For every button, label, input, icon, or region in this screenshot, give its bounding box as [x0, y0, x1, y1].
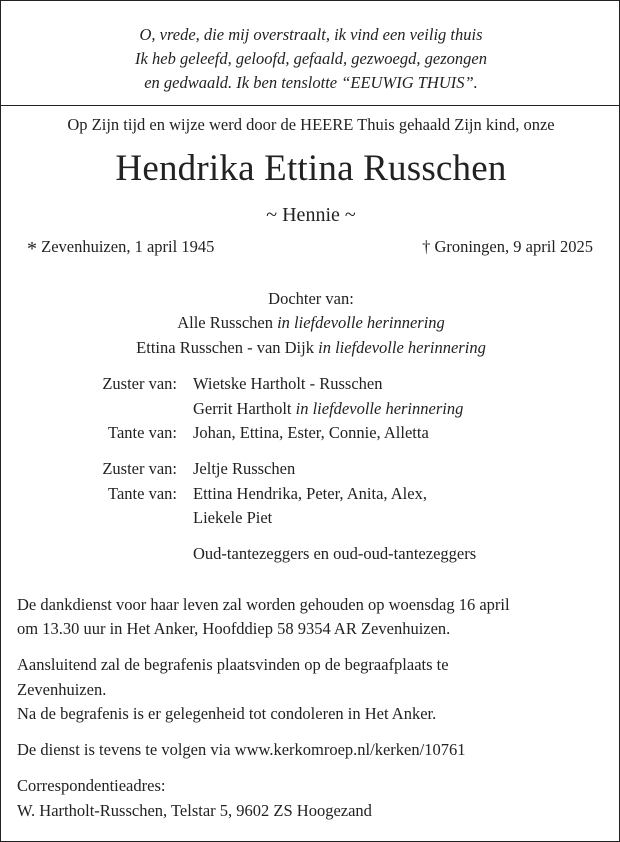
aunt-of-2-line-1: Ettina Hendrika, Peter, Anita, Alex, — [193, 484, 427, 503]
aunt-of-2-line-2: Liekele Piet — [193, 508, 273, 527]
sibling-note: in liefdevolle herinnering — [295, 399, 464, 418]
poem-line-3: en gedwaald. Ik ben tenslotte “EEUWIG THUIS”. — [144, 73, 478, 92]
divider-line — [1, 105, 620, 106]
sibling-name: Gerrit Hartholt — [193, 399, 292, 418]
nickname: ~ Hennie ~ — [266, 204, 356, 226]
sister-of-1-line-2 — [193, 399, 463, 419]
service-line-2: om 13.30 uur in Het Anker, Hoofddiep 58 9354 AR Zevenhuizen. — [17, 619, 451, 638]
parent-2-note: in liefdevolle herinnering — [318, 338, 486, 357]
service-line-1: De dankdienst voor haar leven zal worden gehouden op woensdag 16 april — [17, 595, 510, 614]
death-info: † Groningen, 9 april 2025 — [422, 237, 593, 256]
intro-text: Op Zijn tijd en wijze werd door de HEERE Thuis gehaald Zijn kind, onze — [67, 115, 555, 134]
daughter-of-heading: Dochter van: — [268, 289, 354, 308]
sister-of-2-line-1: Jeltje Russchen — [193, 459, 296, 478]
sister-of-1-line-1: Wietske Hartholt - Russchen — [193, 374, 383, 393]
parent-1-note: in liefdevolle herinnering — [277, 313, 445, 332]
parent-2-name: Ettina Russchen - van Dijk — [136, 338, 314, 357]
parent-1 — [1, 313, 620, 333]
birth-info — [27, 237, 215, 260]
aunt-of-label-1: Tante van: — [108, 423, 177, 442]
deceased-name: Hendrika Ettina Russchen — [115, 148, 507, 189]
birth-star-icon: * — [27, 238, 37, 260]
great-aunt-line: Oud-tantezeggers en oud-oud-tantezeggers — [193, 544, 477, 563]
sister-of-label-2: Zuster van: — [102, 459, 177, 478]
sister-of-label-1: Zuster van: — [102, 374, 177, 393]
correspondence-address: W. Hartholt-Russchen, Telstar 5, 9602 ZS Hoogezand — [17, 801, 372, 820]
poem-line-2: Ik heb geleefd, geloofd, gefaald, gezwoegd, gezongen — [135, 49, 487, 68]
poem-line-1: O, vrede, die mij overstraalt, ik vind een veilig thuis — [139, 25, 483, 44]
correspondence-label: Correspondentieadres: — [17, 776, 166, 795]
aunt-of-1-line-1: Johan, Ettina, Ester, Connie, Alletta — [193, 423, 429, 442]
parent-2 — [1, 338, 620, 358]
burial-line-3: Na de begrafenis is er gelegenheid tot condoleren in Het Anker. — [17, 704, 437, 723]
burial-line-1: Aansluitend zal de begrafenis plaatsvinden op de begraafplaats te — [17, 655, 449, 674]
stream-info: De dienst is tevens te volgen via www.kerkomroep.nl/kerken/10761 — [17, 740, 466, 759]
birth-text: Zevenhuizen, 1 april 1945 — [41, 237, 215, 256]
aunt-of-label-2: Tante van: — [108, 484, 177, 503]
parent-1-name: Alle Russchen — [177, 313, 273, 332]
burial-line-2: Zevenhuizen. — [17, 680, 107, 699]
